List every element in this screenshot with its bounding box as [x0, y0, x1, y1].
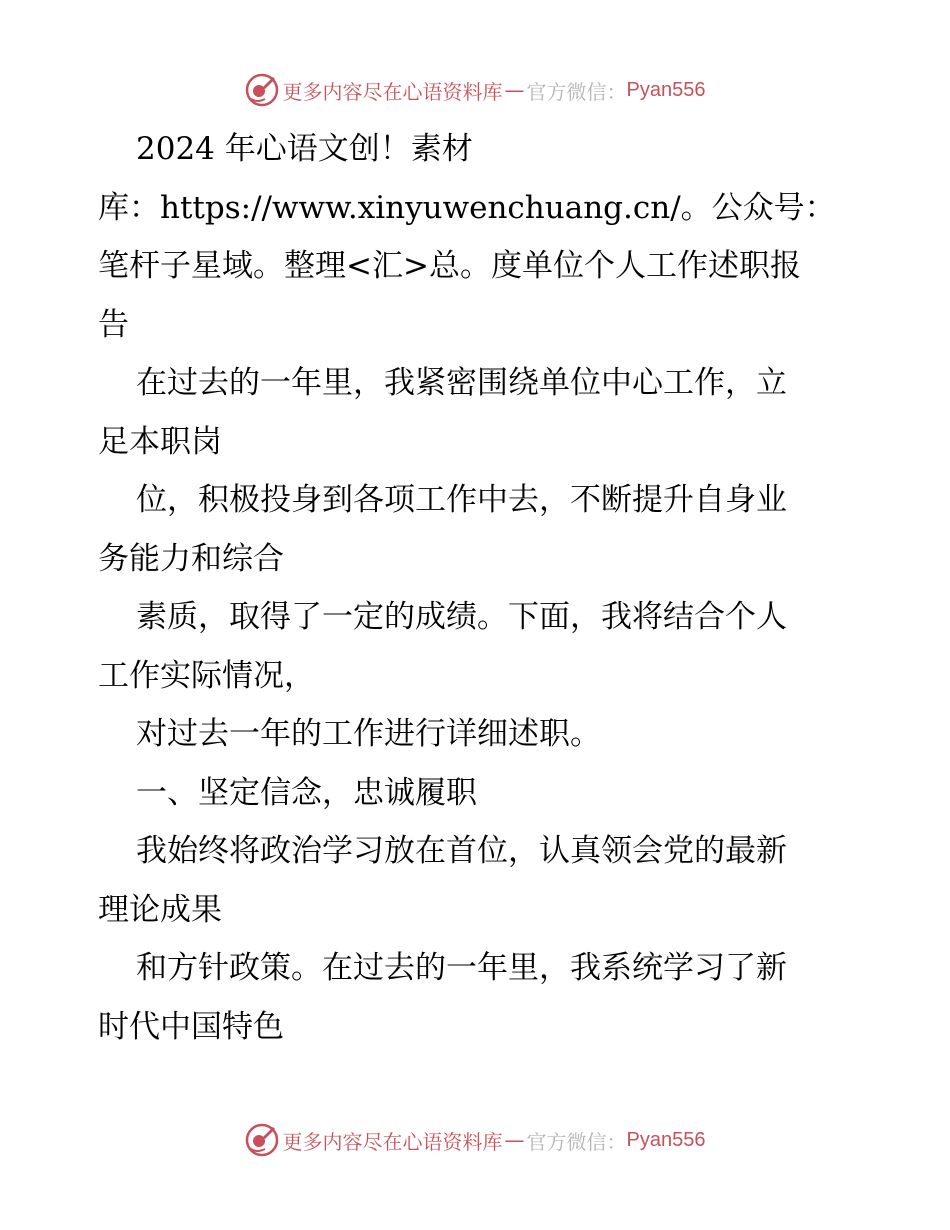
watermark-text: 更多内容尽在心语资料库	[282, 1129, 503, 1154]
doc-line-title-end: 告	[98, 306, 129, 343]
doc-paragraph-line: 工作实际情况，	[98, 657, 315, 694]
brand-logo-icon	[245, 73, 279, 107]
doc-line-title: 2024 年心语文创！素材	[136, 131, 473, 167]
doc-paragraph-line: 对过去一年的工作进行详细述职。	[136, 716, 601, 752]
doc-paragraph-line: 和方针政策。在过去的一年里，我系统学习了新	[136, 950, 787, 986]
doc-paragraph-line: 足本职岗	[98, 423, 222, 460]
doc-paragraph-line: 位，积极投身到各项工作中去，不断提升自身业	[136, 482, 787, 518]
doc-paragraph-line: 时代中国特色	[98, 1008, 284, 1045]
doc-paragraph-line: 务能力和综合	[98, 540, 284, 577]
doc-paragraph-line: 素质，取得了一定的成绩。下面，我将结合个人	[136, 599, 787, 635]
watermark-wechat-label: 官方微信：	[526, 79, 627, 104]
doc-paragraph-line: 我始终将政治学习放在首位，认真领会党的最新	[136, 833, 787, 869]
document-body	[98, 120, 858, 1056]
watermark-wechat-id: Pyan556	[626, 1128, 706, 1151]
brand-logo-icon	[245, 1123, 279, 1157]
doc-paragraph-line: 理论成果	[98, 891, 222, 928]
section-heading: 一、坚定信念，忠诚履职	[136, 774, 477, 811]
doc-paragraph-line: 在过去的一年里，我紧密围绕单位中心工作，立	[136, 365, 787, 401]
watermark-separator: —	[504, 78, 525, 102]
watermark-separator: —	[504, 1128, 525, 1152]
watermark-text: 更多内容尽在心语资料库	[282, 79, 503, 104]
watermark-footer	[0, 1120, 950, 1160]
doc-line-url: 库：https://www.xinyuwenchuang.cn/。公众号：	[98, 189, 836, 226]
watermark-header	[0, 70, 950, 110]
watermark-wechat-id: Pyan556	[626, 78, 706, 101]
watermark-wechat-label: 官方微信：	[526, 1129, 627, 1154]
doc-line-title-cont: 笔杆子星域。整理<汇>总。度单位个人工作述职报	[98, 248, 801, 284]
